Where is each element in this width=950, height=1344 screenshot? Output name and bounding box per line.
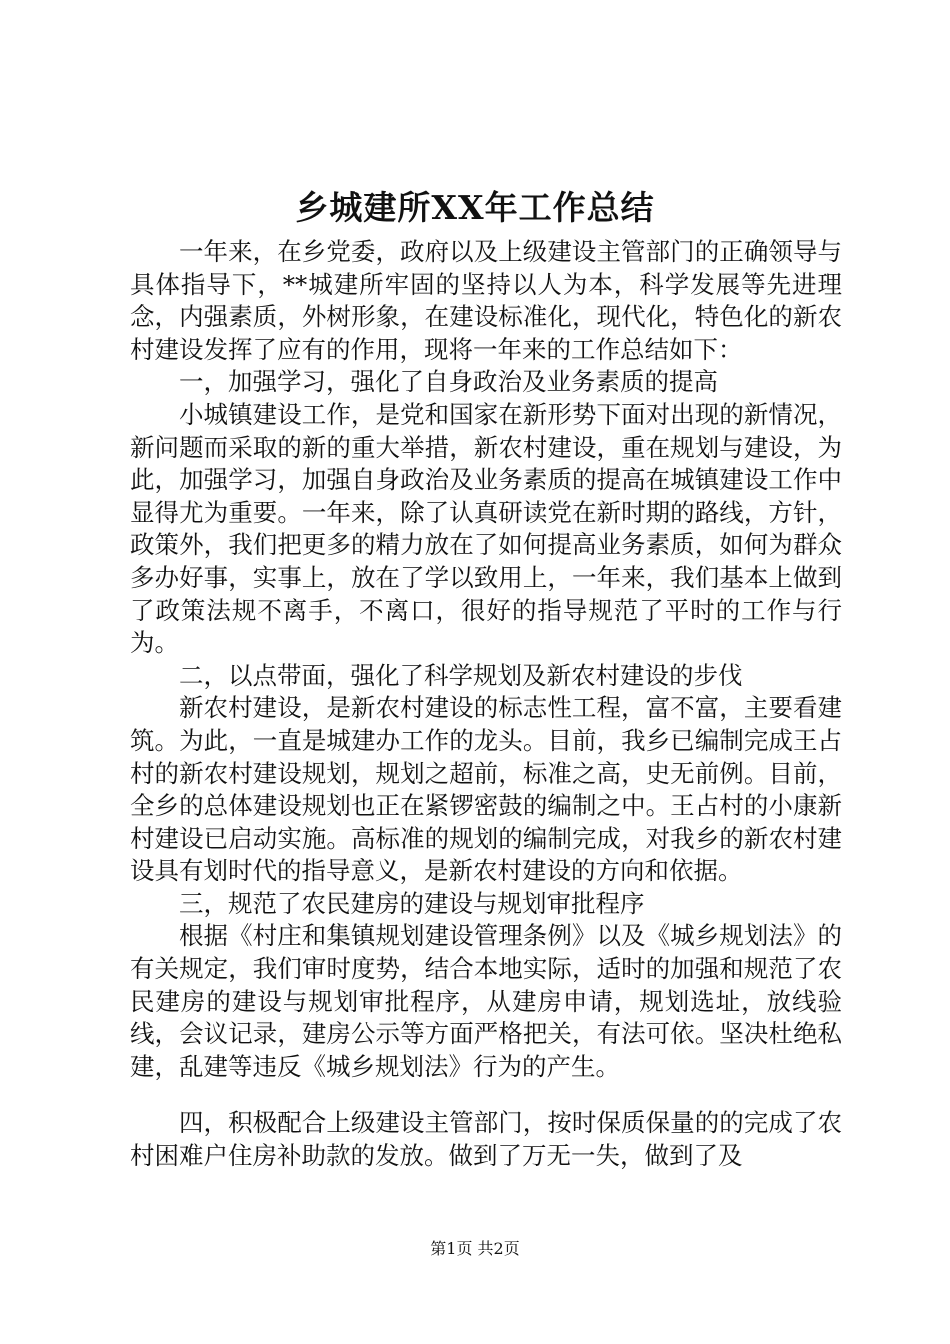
paragraph-section-2: 新农村建设，是新农村建设的标志性工程，富不富，主要看建筑。为此，一直是城建办工作的龙头。目前，我乡已编制完成王占村的新农村建设规划，规划之超前，标准之高，史无前例。目前，全乡的总体建设规划也正在紧锣密鼓的编制之中。王占村的小康新村建设已启动实施。高标准的规划的编制完成，对我乡的新农村建设具有划时代的指导意义，是新农村建设的方向和依据。 bbox=[130, 693, 842, 886]
paragraph-section-3: 根据《村庄和集镇规划建设管理条例》以及《城乡规划法》的有关规定，我们审时度势，结合本地实际，适时的加强和规范了农民建房的建设与规划审批程序，从建房申请，规划选址，放线验线，会议记录，建房公示等方面严格把关，有法可依。坚决杜绝私建，乱建等违反《城乡规划法》行为的产生。 bbox=[130, 921, 842, 1081]
page-number-footer: 第1页 共2页 bbox=[430, 1239, 520, 1258]
section-heading-2: 二，以点带面，强化了科学规划及新农村建设的步伐 bbox=[179, 660, 743, 690]
document-title: 乡城建所XX年工作总结 bbox=[295, 188, 655, 227]
section-heading-3: 三，规范了农民建房的建设与规划审批程序 bbox=[179, 888, 645, 918]
document-body bbox=[130, 236, 842, 1173]
section-heading-1: 一，加强学习，强化了自身政治及业务素质的提高 bbox=[179, 367, 718, 397]
paragraph-section-4: 四，积极配合上级建设主管部门，按时保质保量的的完成了农村困难户住房补助款的发放。做到了万无一失，做到了及 bbox=[130, 1108, 842, 1171]
paragraph-intro: 一年来，在乡党委，政府以及上级建设主管部门的正确领导与具体指导下，**城建所牢固的坚持以人为本，科学发展等先进理念，内强素质，外树形象，在建设标准化，现代化，特色化的新农村建设发挥了应有的作用，现将一年来的工作总结如下： bbox=[130, 237, 842, 364]
paragraph-section-1: 小城镇建设工作，是党和国家在新形势下面对出现的新情况，新问题而采取的新的重大举措，新农村建设，重在规划与建设，为此，加强学习，加强自身政治及业务素质的提高在城镇建设工作中显得尤为重要。一年来，除了认真研读党在新时期的路线，方针，政策外，我们把更多的精力放在了如何提高业务素质，如何为群众多办好事，实事上，放在了学以致用上，一年来，我们基本上做到了政策法规不离手，不离口，很好的指导规范了平时的工作与行为。 bbox=[130, 399, 842, 658]
